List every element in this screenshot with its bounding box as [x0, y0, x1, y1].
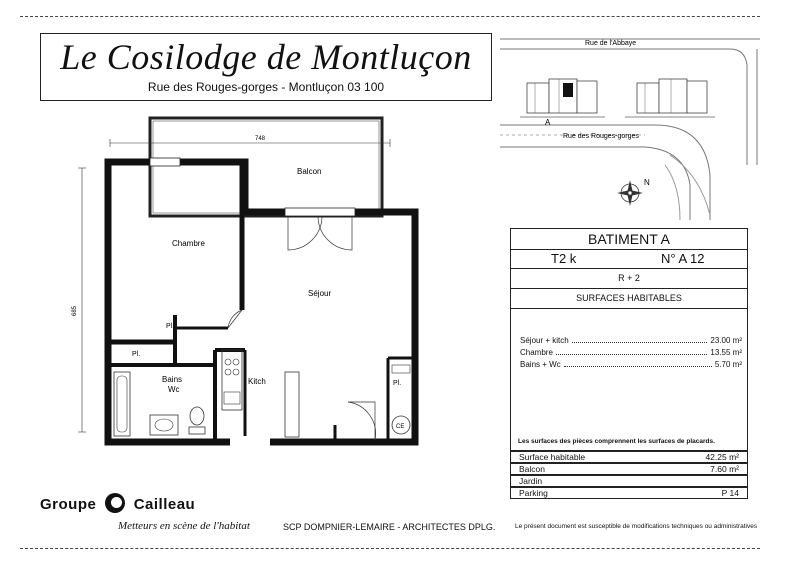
total-label: Parking	[519, 488, 548, 498]
floor-level: R + 2	[618, 273, 640, 283]
building-name: BATIMENT A	[588, 231, 670, 247]
total-label: Balcon	[519, 464, 545, 474]
brand-right-word: Cailleau	[133, 496, 196, 513]
surface-value: 5.70 m²	[714, 360, 742, 369]
surfaces-heading: SURFACES HABITABLES	[576, 293, 682, 303]
type-lot-row	[510, 249, 748, 269]
room-label-kitchen: Kitch	[248, 377, 266, 386]
total-row	[510, 475, 748, 487]
top-dashed-border	[20, 16, 760, 17]
room-label-wc: Wc	[168, 385, 180, 394]
surface-value: 13.55 m²	[710, 348, 742, 357]
total-value: 42.25 m²	[705, 452, 739, 462]
total-row	[510, 487, 748, 499]
total-label: Jardin	[519, 476, 543, 486]
room-label-bains: Bains	[162, 375, 183, 384]
floor-plan	[70, 110, 420, 460]
room-label-balcon: Balcon	[297, 167, 322, 176]
project-address: Rue des Rouges-gorges - Montluçon 03 100	[147, 80, 385, 94]
surface-line	[520, 348, 742, 357]
total-row	[510, 463, 748, 475]
room-label-placard-3: Pl.	[393, 380, 402, 387]
project-title: Le Cosilodge de Montluçon	[60, 37, 472, 77]
site-building-marker: A	[545, 118, 551, 127]
brand-tagline: Metteurs en scène de l'habitat	[118, 520, 250, 532]
apartment-type: T2 k	[551, 251, 577, 266]
surfaces-note: Les surfaces des pièces comprennent les surfaces de placards.	[518, 438, 715, 445]
total-value: P 14	[721, 488, 739, 498]
site-street-bottom: Rue des Rouges-gorges	[563, 133, 639, 140]
site-plan	[495, 25, 765, 225]
room-label-ce: CE	[396, 424, 405, 430]
apartment-lot: N° A 12	[661, 251, 705, 266]
surface-line	[520, 336, 742, 345]
brand-logo	[40, 493, 195, 513]
dimension-height: 685	[72, 305, 78, 316]
floor-row	[510, 268, 748, 289]
legal-disclaimer: Le présent document est susceptible de modifications techniques ou administratives	[515, 523, 758, 530]
room-label-sejour: Séjour	[308, 289, 332, 298]
architects-credit: SCP DOMPNIER-LEMAIRE - ARCHITECTES DPLG.	[283, 522, 496, 532]
surface-line	[520, 360, 742, 369]
compass-icon	[617, 180, 643, 206]
site-street-top: Rue de l'Abbaye	[585, 40, 637, 47]
surface-value: 23.00 m²	[710, 336, 742, 345]
room-label-chambre: Chambre	[172, 239, 205, 248]
surface-label: Chambre	[520, 348, 553, 357]
dimension-width: 748	[255, 136, 266, 142]
surface-label: Séjour + kitch	[520, 336, 569, 345]
title-box	[40, 33, 492, 101]
total-value: 7.60 m²	[710, 464, 739, 474]
surfaces-detail-box	[510, 308, 748, 451]
bottom-dashed-border	[20, 548, 760, 549]
total-label: Surface habitable	[519, 452, 586, 462]
compass-north-label: N	[644, 178, 650, 187]
room-label-placard-2: Pl.	[132, 351, 141, 358]
building-header	[510, 228, 748, 250]
room-label-placard-1: Pl.	[166, 323, 175, 330]
surface-label: Bains + Wc	[520, 360, 561, 369]
brand-left-word: Groupe	[40, 496, 97, 513]
total-row	[510, 451, 748, 463]
brand-c-icon	[105, 493, 125, 513]
surfaces-heading-row	[510, 288, 748, 309]
